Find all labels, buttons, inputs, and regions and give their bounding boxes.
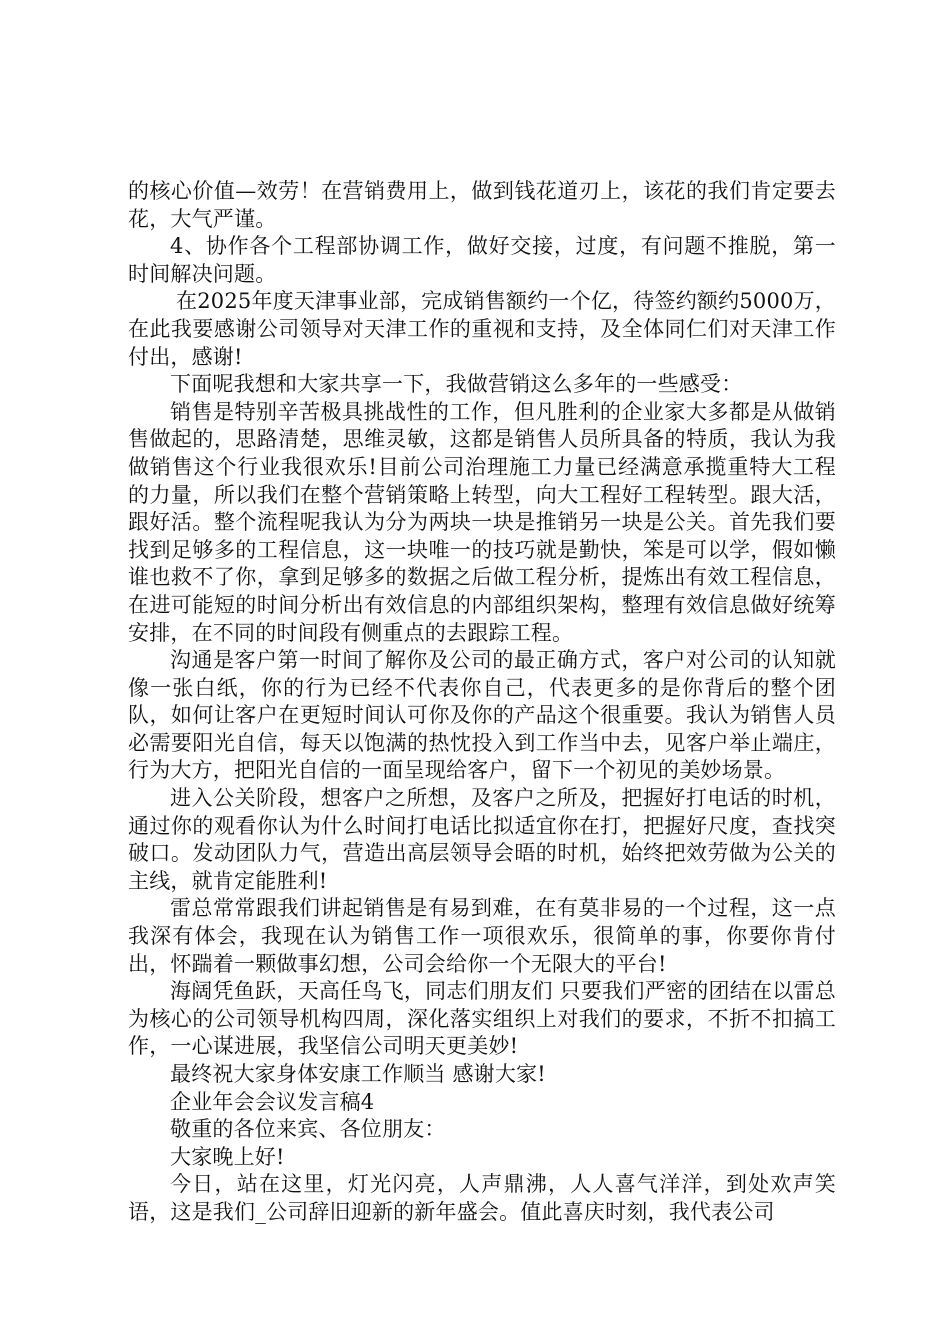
- paragraph-today: 今日，站在这里，灯光闪亮，人声鼎沸，人人喜气洋洋，到处欢声笑语，这是我们_公司辞旧迎新的新年盛会。值此喜庆时刻，我代表公司: [128, 1172, 836, 1224]
- paragraph-core-value: 的核心价值—效劳！在营销费用上，做到钱花道刃上，该花的我们肯定要去花，大气严谨。: [128, 179, 836, 231]
- paragraph-share-intro: 下面呢我想和大家共享一下，我做营销这么多年的一些感受：: [170, 372, 743, 397]
- paragraph-closing-wishes: 最终祝大家身体安康工作顺当 感谢大家!: [170, 1062, 546, 1086]
- paragraph-president-lei: 雷总常常跟我们讲起销售是有易到难，在有莫非易的一个过程，这一点我深有体会，我现在认为销售工作一项很欢乐，很简单的事，你要你肯付出，怀踹着一颗做事幻想，公司会给你一个无限大的平台!: [128, 896, 836, 976]
- paragraph-tianjin-sales: 在2025年度天津事业部，完成销售额约一个亿，待签约额约5000万，在此我要感谢公司领导对天津工作的重视和支持，及全体同仁们对天津工作付出，感谢!: [128, 289, 836, 369]
- speech-title: 企业年会会议发言稿4: [170, 1089, 375, 1114]
- speech-greeting: 大家晚上好!: [170, 1144, 285, 1169]
- paragraph-sales-challenge: 销售是特别辛苦极具挑战性的工作，但凡胜利的企业家大多都是从做销售做起的，思路清楚，思维灵敏，这都是销售人员所具备的特质，我认为我做销售这个行业我很欢乐!目前公司治理施工力量已经满意承揽重特大工程的力量，所以我们在整个营销策略上转型，向大工程好工程转型。跟大活，跟好活。整个流程呢我认为分为两块一块是推销另一块是公关。首先我们要找到足够多的工程信息，这一块唯一的技巧就是勤快，笨是可以学，假如懒谁也救不了你，拿到足够多的数据之后做工程分析，提炼出有效工程信息，在进可能短的时间分析出有效信息的内部组织架构，整理有效信息做好统筹安排，在不同的时间段有侧重点的去跟踪工程。: [128, 399, 836, 645]
- paragraph-public-relations: 进入公关阶段，想客户之所想，及客户之所及，把握好打电话的时机，通过你的观看你认为什么时间打电话比拟适宜你在打，把握好尺度，查找突破口。发动团队力气，营造出高层领导会晤的时机，始终把效劳做为公关的主线，就肯定能胜利!: [128, 786, 836, 893]
- paragraph-communication: 沟通是客户第一时间了解你及公司的最正确方式，客户对公司的认知就像一张白纸，你的行为已经不代表你自己，代表更多的是你背后的整个团队，如何让客户在更短时间认可你及你的产品这个很重要。我认为销售人员必需要阳光自信，每天以饱满的热忱投入到工作当中去，见客户举止端庄，行为大方，把阳光自信的一面呈现给客户，留下一个初见的美妙场景。: [128, 648, 836, 783]
- paragraph-unity: 海阔凭鱼跃，天高任鸟飞，同志们朋友们 只要我们严密的团结在以雷总为核心的公司领导机构四周，深化落实组织上对我们的要求，不折不扣搞工作，一心谋进展，我坚信公司明天更美妙!: [128, 979, 836, 1059]
- speech-salutation: 敬重的各位来宾、各位朋友：: [170, 1117, 446, 1142]
- document-page: [128, 178, 836, 1227]
- paragraph-item-4: 4、协作各个工程部协调工作，做好交接，过度，有问题不推脱，第一时间解决问题。: [128, 234, 836, 286]
